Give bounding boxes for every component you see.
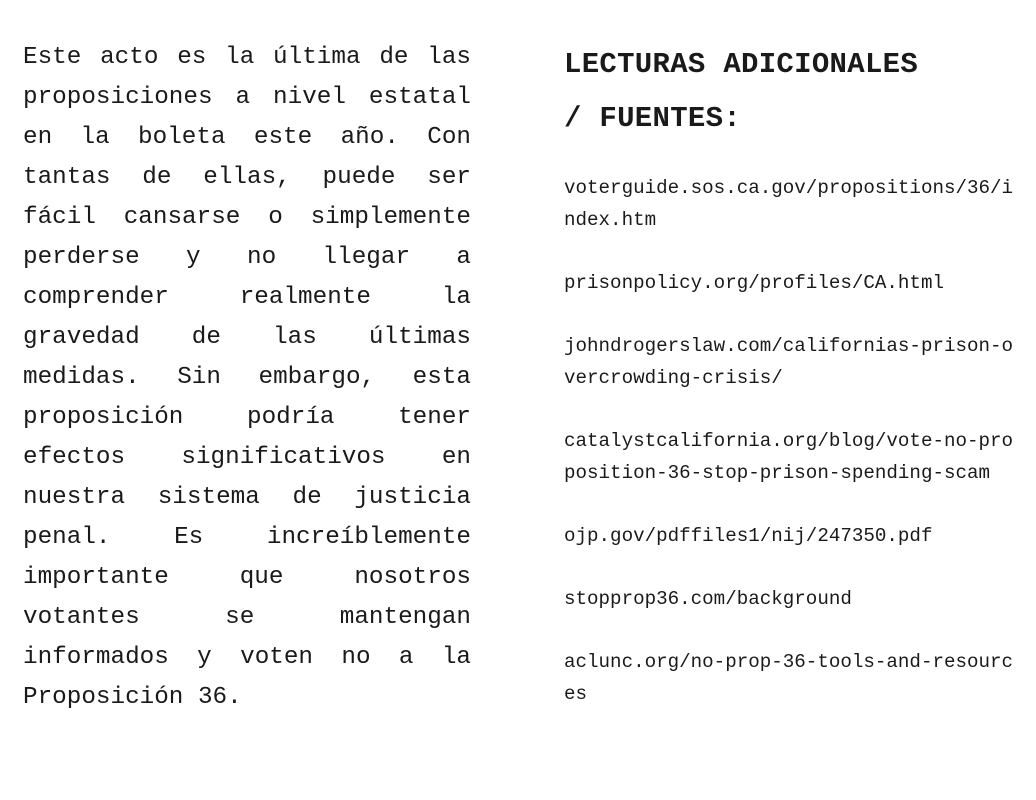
sources-section [564, 38, 1014, 741]
sources-list [564, 172, 1014, 710]
source-link-catalystcalifornia[interactable]: catalystcalifornia.org/blog/vote-no-proposition-36-stop-prison-spending-scam [564, 430, 1014, 484]
source-link-ojp[interactable]: ojp.gov/pdffiles1/nij/247350.pdf [564, 525, 933, 547]
source-link-aclunc[interactable]: aclunc.org/no-prop-36-tools-and-resources [564, 651, 1014, 705]
sources-heading [564, 38, 1014, 146]
sources-heading-line2: / FUENTES: [564, 102, 742, 135]
source-link-voterguide[interactable]: voterguide.sos.ca.gov/propositions/36/index.htm [564, 177, 1014, 231]
source-link-johndrogerslaw[interactable]: johndrogerslaw.com/californias-prison-overcrowding-crisis/ [564, 335, 1014, 389]
sources-heading-line1: LECTURAS ADICIONALES [564, 48, 919, 81]
main-paragraph: Este acto es la última de las proposiciones a nivel estatal en la boleta este año. Con tantas de ellas, puede ser fácil cansarse o simplemente perderse y no llegar a comprender realmente la gravedad de las últimas medidas. Sin embargo, esta proposición podría tener efectos significativos en nuestra sistema de justicia penal. Es increíblemente importante que nosotros votantes se mantengan informados y voten no a la Proposición 36. [23, 44, 471, 711]
source-link-prisonpolicy[interactable]: prisonpolicy.org/profiles/CA.html [564, 272, 944, 294]
source-link-stopprop36[interactable]: stopprop36.com/background [564, 588, 852, 610]
